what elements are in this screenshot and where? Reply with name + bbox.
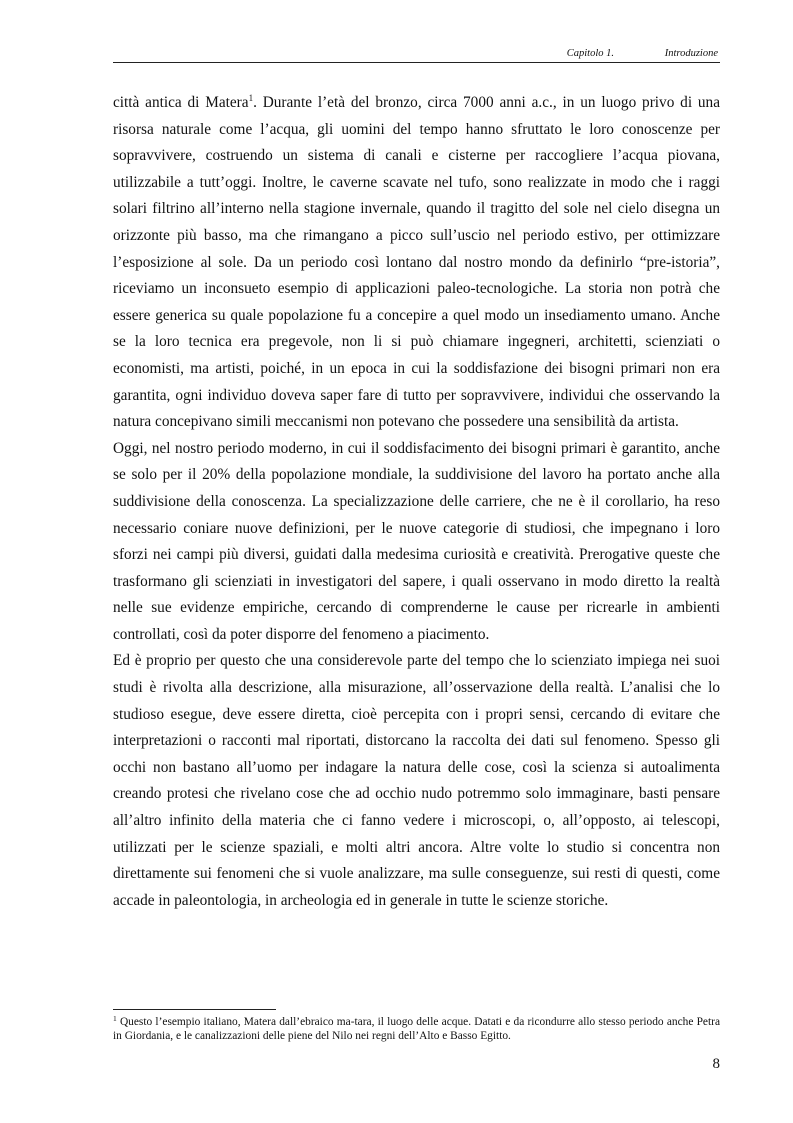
footnote-reference[interactable]: 1: [248, 93, 254, 103]
running-header: [113, 48, 720, 62]
body-text: [113, 90, 720, 914]
footnote-marker: 1: [113, 1014, 117, 1023]
paragraph-1: [113, 90, 720, 436]
footnote: [113, 1015, 720, 1043]
paragraph-1-rest: . Durante l’età del bronzo, circa 7000 anni a.c., in un luogo privo di una risorsa naturale come l’acqua, gli uomini del tempo hanno sfruttato le loro conoscenze per sopravvivere, costruendo un sistema di canali e cisterne per raccogliere l’acqua piovana, utilizzabile a tutt’oggi. Inoltre, le caverne scavate nel tufo, sono realizzate in modo che i raggi solari filtrino all’interno nella stagione invernale, quando il tragitto del sole nel cielo disegna un orizzonte più basso, ma che rimangano a picco sull’uscio nel periodo estivo, per ottimizzare l’esposizione al sole. Da un periodo così lontano dal nostro mondo da definirlo “pre-istoria”, riceviamo un inconsueto esempio di applicazioni paleo-tecnologiche. La storia non potrà che essere generica su quale popolazione fu a concepire a quel modo un insediamento umano. Anche se la loro tecnica era pregevole, non li si può chiamare ingegneri, architetti, scienziati o economisti, ma artisti, poiché, in un epoca in cui la soddisfazione dei bisogni primari non era garantita, ogni individuo doveva saper fare di tutto per sopravvivere, individui che osservando la natura concepivano simili meccanismi non potevano che possedere una sensibilità da artista.: [113, 94, 720, 431]
footnote-text: Questo l’esempio italiano, Matera dall’ebraico ma-tara, il luogo delle acque. Datati e da ricondurre allo stesso periodo anche Petra in Giordania, e le canalizzazioni delle piene del Nilo nei regni dell’Alto e Basso Egitto.: [113, 1016, 720, 1043]
footnote-rule: [113, 1009, 276, 1010]
header-chapter: Capitolo 1.: [566, 48, 614, 59]
paragraph-3: Ed è proprio per questo che una considerevole parte del tempo che lo scienziato impiega nei suoi studi è rivolta alla descrizione, alla misurazione, all’osservazione della realtà. L’analisi che lo studioso esegue, deve essere diretta, cioè percepita con i propri sensi, cercando di evitare che interpretazioni o racconti mal riportati, distorcano la raccolta dei dati sul fenomeno. Spesso gli occhi non bastano all’uomo per indagare la natura delle cose, così la scienza si autoalimenta creando protesi che rivelano cose che ad occhio nudo potremmo solo immaginare, basti pensare all’altro infinito della materia che ci fanno vedere i microscopi, o, all’opposto, ai telescopi, utilizzati per le scienze spaziali, e molti altri ancora. Altre volte lo studio si concentra non direttamente sui fenomeni che si vuole analizzare, ma sulle conseguenze, sui resti di questi, come accade in paleontologia, in archeologia ed in generale in tutte le scienze storiche.: [113, 652, 720, 909]
paragraph-2: Oggi, nel nostro periodo moderno, in cui il soddisfacimento dei bisogni primari è garantito, anche se solo per il 20% della popolazione mondiale, la suddivisione del lavoro ha portato anche alla suddivisione della conoscenza. La specializzazione delle carriere, che ne è il corollario, ha reso necessario coniare nuove definizioni, per le nuove categorie di studiosi, che impegnano i loro sforzi nei campi più diversi, guidati dalla medesima curiosità e creatività. Prerogative queste che trasformano gli scienziati in investigatori del sapere, i quali osservano in modo diretto la realtà nelle sue evidenze empiriche, cercando di comprenderne le cause per ricrearle in ambienti controllati, così da poter disporre del fenomeno a piacimento.: [113, 439, 720, 643]
header-title: Introduzione: [664, 48, 718, 59]
header-rule: [113, 62, 720, 63]
paragraph-1-start: città antica di Matera: [113, 94, 249, 111]
page-number: 8: [712, 1056, 720, 1072]
